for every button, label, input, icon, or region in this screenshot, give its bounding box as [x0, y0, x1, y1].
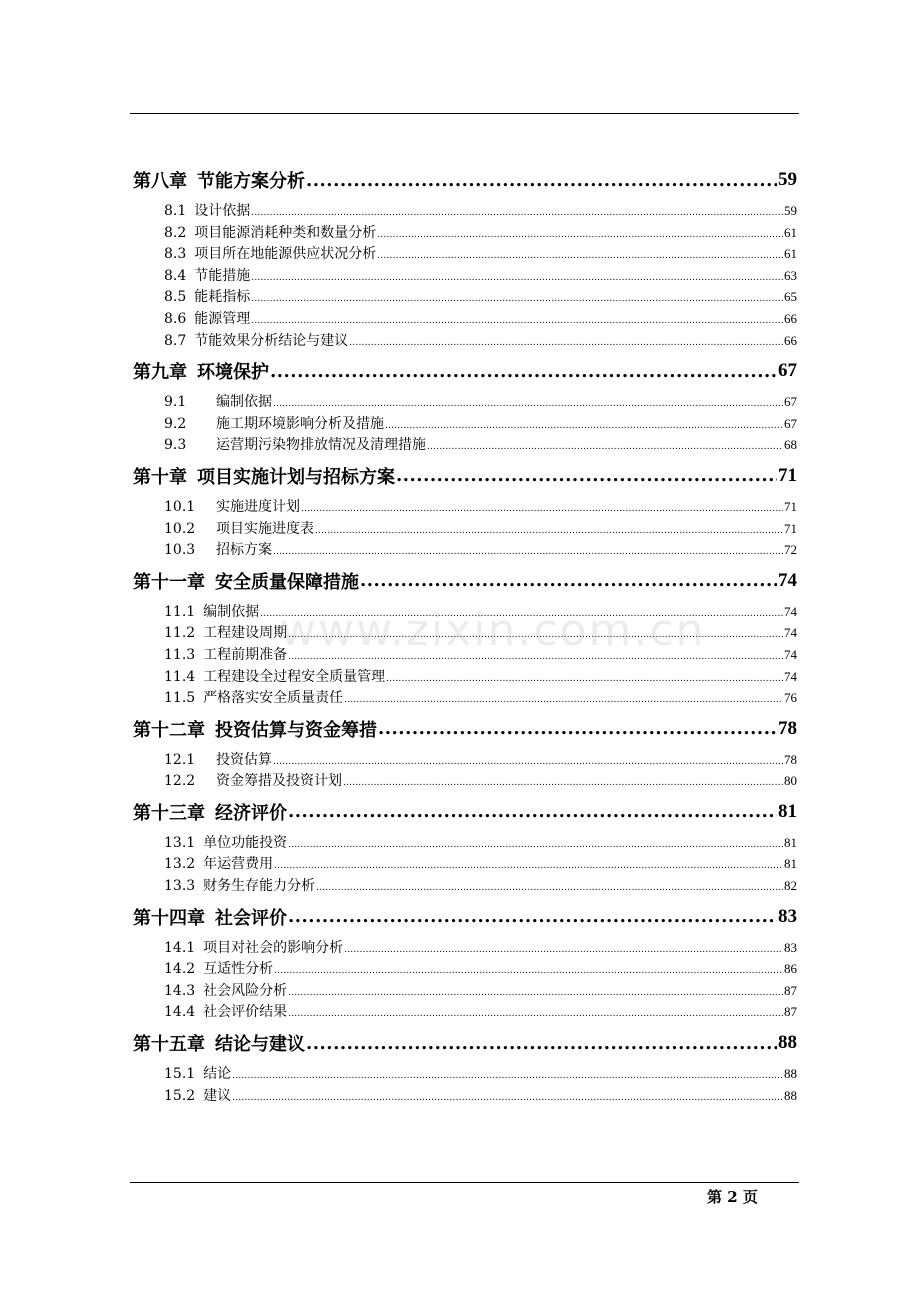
section-number: 9.1 [164, 394, 187, 411]
section-page-number: 71 [784, 498, 797, 514]
section-number: 9.3 [164, 437, 187, 454]
section-number: 14.3 [164, 982, 196, 999]
section-number: 10.3 [164, 542, 196, 559]
section-title: 互适性分析 [203, 961, 274, 978]
section-page-number: 74 [784, 625, 797, 641]
section-page-number: 67 [784, 394, 797, 410]
chapter-page-number: 71 [778, 464, 797, 486]
chapter-title: 项目实施计划与招标方案 [197, 466, 395, 488]
toc-section-entry[interactable] [133, 749, 797, 771]
section-title: 建议 [203, 1087, 232, 1104]
section-page-number: 88 [784, 1087, 797, 1103]
leader-dots [274, 966, 783, 976]
toc-chapter-entry[interactable] [133, 796, 797, 828]
leader-dots [385, 421, 783, 431]
header-rule [130, 113, 799, 114]
leader-dots [251, 294, 783, 304]
toc-section-entry[interactable] [133, 666, 797, 688]
leader-dots [288, 1009, 783, 1019]
page-number-footer: 第 2 页 [707, 1188, 758, 1206]
leader-dots [344, 945, 783, 955]
section-page-number: 86 [784, 961, 797, 977]
section-page-number: 80 [784, 773, 797, 789]
toc-section-entry[interactable] [133, 243, 797, 265]
chapter-title: 环境保护 [197, 362, 269, 384]
toc-section-entry[interactable] [133, 200, 797, 222]
section-title: 工程前期准备 [203, 646, 288, 663]
section-page-number: 81 [784, 834, 797, 850]
section-page-number: 87 [784, 1004, 797, 1020]
toc-section-entry[interactable] [133, 222, 797, 244]
section-number: 8.1 [164, 203, 187, 219]
chapter-page-number: 81 [778, 800, 797, 822]
leader-dots [232, 1071, 783, 1081]
leader-dots [270, 361, 777, 382]
section-title: 运营期污染物排放情况及清理措施 [216, 437, 426, 454]
chapter-title: 节能方案分析 [197, 171, 305, 192]
leader-dots [343, 778, 783, 788]
section-page-number: 61 [784, 224, 797, 240]
leader-dots [377, 251, 783, 261]
section-title: 项目对社会的影响分析 [203, 939, 344, 956]
section-page-number: 66 [784, 332, 797, 348]
leader-dots [273, 399, 783, 409]
toc-section-list [133, 200, 797, 351]
toc-section-entry[interactable] [133, 958, 797, 980]
section-number: 15.1 [164, 1066, 196, 1083]
section-number: 8.5 [164, 289, 187, 306]
toc-section-list [133, 937, 797, 1023]
chapter-page-number: 88 [778, 1032, 797, 1054]
leader-dots [251, 316, 783, 326]
chapter-title: 安全质量保障措施 [215, 571, 359, 593]
section-page-number: 65 [784, 289, 797, 305]
section-title: 年运营费用 [203, 856, 274, 873]
section-title: 严格落实安全质量责任 [203, 690, 344, 707]
chapter-number: 第十四章 [133, 907, 205, 929]
section-page-number: 61 [784, 246, 797, 262]
toc-section-entry[interactable] [133, 1085, 797, 1107]
section-number: 13.2 [164, 856, 196, 873]
toc-section-entry[interactable] [133, 265, 797, 287]
toc-section-list [133, 749, 797, 792]
toc-chapter-entry[interactable] [133, 901, 797, 933]
section-number: 11.4 [164, 668, 196, 685]
section-number: 11.2 [164, 625, 196, 642]
toc-section-entry[interactable] [133, 518, 797, 540]
leader-dots [378, 718, 777, 739]
section-title: 工程建设周期 [203, 625, 288, 642]
section-number: 9.2 [164, 415, 187, 432]
section-number: 12.1 [164, 751, 196, 768]
section-title: 结论 [203, 1066, 232, 1083]
footer-rule [130, 1182, 799, 1183]
toc-section-entry[interactable] [133, 875, 797, 897]
leader-dots [232, 1093, 783, 1103]
chapter-page-number: 74 [778, 569, 797, 591]
chapter-number: 第九章 [133, 362, 187, 384]
section-number: 14.1 [164, 939, 196, 956]
section-page-number: 88 [784, 1066, 797, 1082]
section-page-number: 82 [784, 878, 797, 894]
section-number: 8.6 [164, 310, 187, 327]
leader-dots [301, 504, 783, 514]
section-number: 11.5 [164, 690, 196, 707]
chapter-number: 第十一章 [133, 571, 205, 593]
chapter-page-number: 59 [778, 169, 797, 190]
section-number: 11.1 [164, 603, 196, 620]
toc-section-list [133, 496, 797, 561]
section-page-number: 78 [784, 751, 797, 767]
section-page-number: 81 [784, 856, 797, 872]
section-title: 编制依据 [216, 394, 272, 411]
toc-section-entry[interactable] [133, 286, 797, 308]
section-title: 施工期环境影响分析及措施 [216, 415, 384, 432]
leader-dots [360, 570, 777, 591]
toc-section-entry[interactable] [133, 980, 797, 1002]
leader-dots [274, 861, 783, 871]
chapter-title: 结论与建议 [215, 1034, 305, 1056]
section-title: 投资估算 [216, 751, 272, 768]
leader-dots [288, 906, 777, 927]
toc-section-entry[interactable] [133, 434, 797, 456]
leader-dots [273, 547, 783, 557]
section-title: 编制依据 [203, 603, 260, 620]
section-title: 节能效果分析结论与建议 [194, 332, 349, 349]
chapter-title: 经济评价 [215, 802, 287, 824]
chapter-number: 第十章 [133, 466, 187, 488]
section-number: 11.3 [164, 646, 196, 663]
section-title: 能耗指标 [194, 289, 251, 306]
toc-chapter-entry[interactable] [133, 1027, 797, 1059]
toc-chapter-entry[interactable] [133, 565, 797, 597]
section-title: 能源管理 [194, 310, 251, 327]
chapter-title: 社会评价 [215, 907, 287, 929]
section-title: 节能措施 [194, 267, 251, 284]
leader-dots [377, 230, 783, 240]
section-number: 14.2 [164, 961, 196, 978]
section-title: 工程建设全过程安全质量管理 [203, 668, 386, 685]
section-number: 14.4 [164, 1004, 196, 1021]
section-title: 财务生存能力分析 [203, 878, 316, 895]
leader-dots [251, 208, 783, 218]
toc-section-entry[interactable] [133, 687, 797, 709]
toc-section-entry[interactable] [133, 1063, 797, 1085]
toc-section-entry[interactable] [133, 308, 797, 330]
toc-section-entry[interactable] [133, 391, 797, 413]
section-title: 设计依据 [194, 203, 251, 219]
toc-chapter-entry[interactable] [133, 164, 797, 196]
leader-dots [349, 338, 783, 348]
toc-section-list [133, 391, 797, 456]
section-title: 社会风险分析 [203, 982, 288, 999]
toc-section-entry[interactable] [133, 1001, 797, 1023]
section-number: 8.7 [164, 332, 187, 349]
leader-dots [344, 695, 783, 705]
section-number: 10.1 [164, 498, 196, 515]
leader-dots [306, 170, 777, 191]
section-title: 实施进度计划 [216, 498, 300, 515]
leader-dots [288, 840, 783, 850]
leader-dots [251, 273, 783, 283]
section-page-number: 67 [784, 415, 797, 431]
section-number: 8.4 [164, 267, 187, 284]
section-page-number: 63 [784, 267, 797, 283]
section-page-number: 76 [784, 690, 797, 706]
leader-dots [288, 801, 777, 822]
toc-section-entry[interactable] [133, 832, 797, 854]
section-title: 单位功能投资 [203, 834, 288, 851]
chapter-page-number: 78 [778, 717, 797, 739]
section-number: 8.2 [164, 224, 187, 241]
section-page-number: 71 [784, 520, 797, 536]
section-page-number: 72 [784, 542, 797, 558]
leader-dots [288, 988, 783, 998]
section-page-number: 87 [784, 982, 797, 998]
chapter-number: 第十五章 [133, 1034, 205, 1056]
toc-section-entry[interactable] [133, 770, 797, 792]
toc-section-entry[interactable] [133, 937, 797, 959]
section-title: 项目实施进度表 [216, 520, 314, 537]
chapter-number: 第八章 [133, 171, 187, 192]
section-number: 15.2 [164, 1087, 196, 1104]
leader-dots [316, 883, 783, 893]
leader-dots [386, 674, 783, 684]
section-number: 12.2 [164, 773, 196, 790]
leader-dots [315, 526, 783, 536]
section-page-number: 68 [784, 437, 797, 453]
section-title: 社会评价结果 [203, 1004, 288, 1021]
watermark: www.zixin.com.cn [280, 605, 706, 656]
section-number: 8.3 [164, 246, 187, 263]
section-number: 13.3 [164, 878, 196, 895]
chapter-page-number: 83 [778, 905, 797, 927]
section-title: 项目能源消耗种类和数量分析 [194, 224, 377, 241]
section-title: 项目所在地能源供应状况分析 [194, 246, 377, 263]
section-number: 13.1 [164, 834, 196, 851]
toc-section-list [133, 832, 797, 897]
section-page-number: 74 [784, 603, 797, 619]
toc-chapter-entry[interactable] [133, 460, 797, 492]
section-page-number: 66 [784, 310, 797, 326]
section-title: 资金筹措及投资计划 [216, 773, 342, 790]
section-page-number: 59 [784, 203, 797, 218]
chapter-title: 投资估算与资金筹措 [215, 719, 377, 741]
leader-dots [427, 442, 783, 452]
leader-dots [306, 1033, 777, 1054]
toc-chapter-entry[interactable] [133, 355, 797, 387]
leader-dots [273, 757, 783, 767]
chapter-number: 第十二章 [133, 719, 205, 741]
toc-section-entry[interactable] [133, 330, 797, 352]
toc-section-entry[interactable] [133, 496, 797, 518]
toc-section-entry[interactable] [133, 853, 797, 875]
section-page-number: 74 [784, 646, 797, 662]
toc-section-entry[interactable] [133, 539, 797, 561]
toc-chapter-entry[interactable] [133, 713, 797, 745]
toc-section-entry[interactable] [133, 413, 797, 435]
toc-section-list [133, 1063, 797, 1106]
chapter-page-number: 67 [778, 360, 797, 382]
section-title: 招标方案 [216, 542, 272, 559]
section-page-number: 83 [784, 939, 797, 955]
leader-dots [396, 465, 777, 486]
section-number: 10.2 [164, 520, 196, 537]
chapter-number: 第十三章 [133, 802, 205, 824]
section-page-number: 74 [784, 668, 797, 684]
